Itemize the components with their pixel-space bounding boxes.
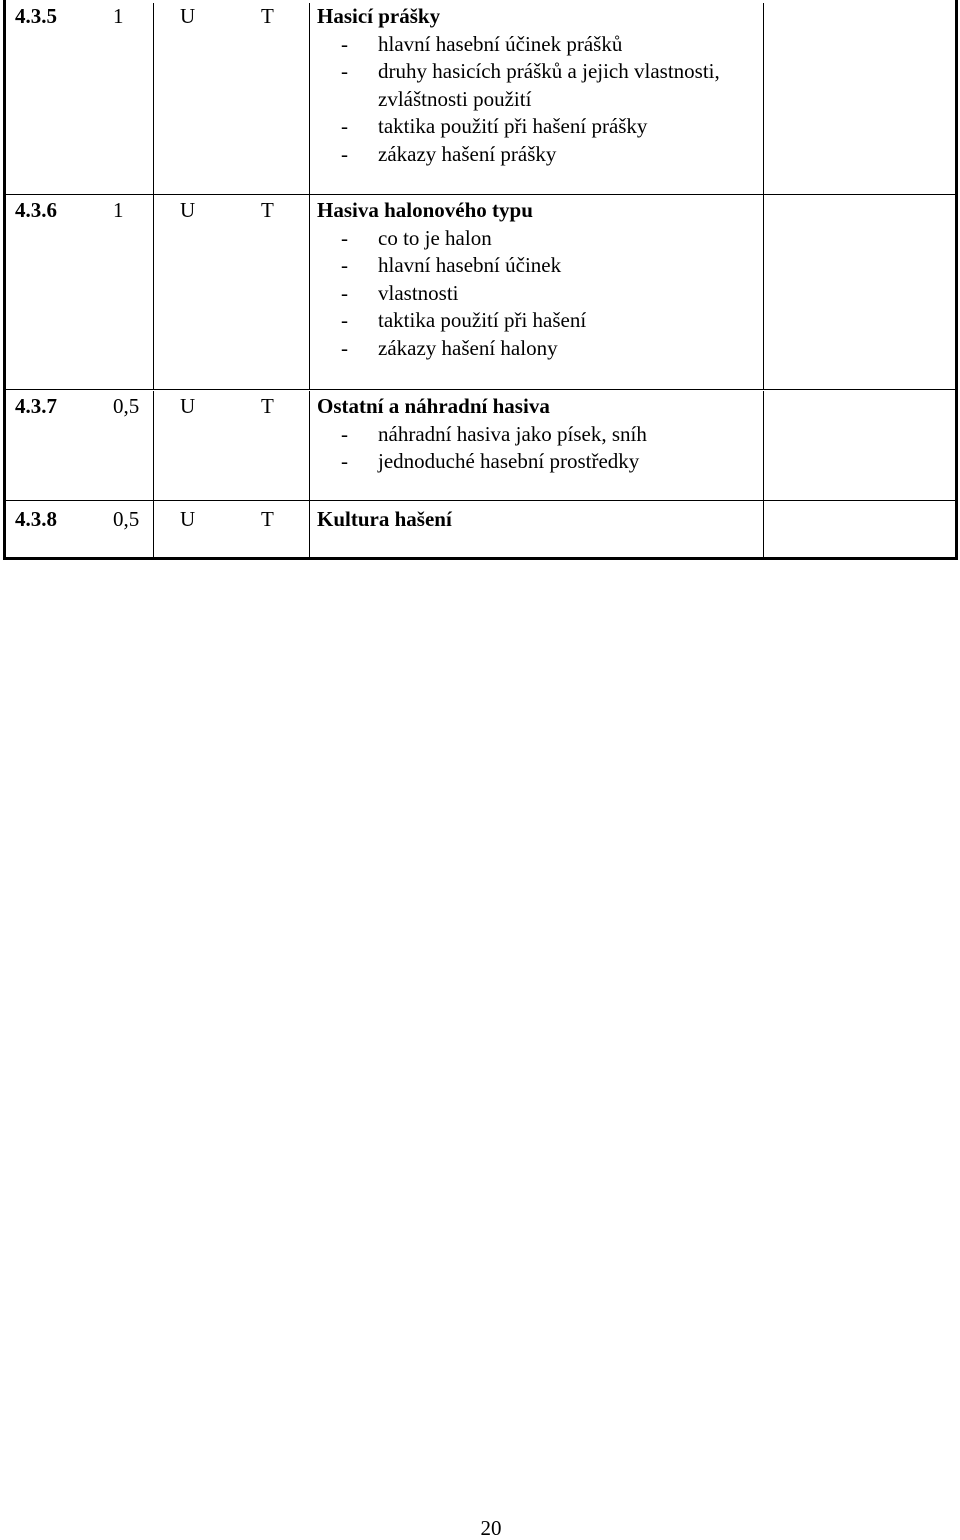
table-row bbox=[6, 195, 955, 390]
topic-u: U bbox=[180, 507, 196, 531]
list-item-text: co to je halon bbox=[378, 225, 492, 250]
topic-title: Hasiva halonového typu bbox=[317, 198, 533, 222]
list-item bbox=[317, 113, 763, 141]
topic-t: T bbox=[232, 195, 310, 389]
list-dash: - bbox=[341, 308, 348, 332]
topic-code: 4.3.5 bbox=[15, 4, 57, 28]
list-item-text: hlavní hasební účinek bbox=[378, 253, 562, 277]
list-item bbox=[317, 225, 763, 253]
topic-code: 4.3.6 bbox=[15, 198, 57, 222]
topic-code: 4.3.8 bbox=[15, 507, 57, 531]
empty-cell bbox=[764, 501, 955, 557]
list-dash: - bbox=[341, 421, 348, 446]
topic-u: U bbox=[180, 198, 196, 222]
list-item-text: taktika použití při hašení prášky bbox=[378, 114, 648, 138]
topic-u: U bbox=[180, 394, 196, 418]
topic-hours: 0,5 bbox=[101, 391, 154, 500]
topic-content bbox=[310, 195, 764, 389]
list-item bbox=[317, 448, 763, 476]
topic-hours: 1 bbox=[101, 195, 154, 389]
list-dash: - bbox=[341, 141, 348, 166]
list-item-text: zákazy hašení halony bbox=[378, 335, 558, 360]
topic-title: Ostatní a náhradní hasiva bbox=[317, 394, 550, 418]
list-item bbox=[317, 307, 763, 335]
topic-content bbox=[310, 391, 764, 500]
topic-hours: 0,5 bbox=[101, 501, 154, 557]
list-item bbox=[317, 58, 763, 113]
list-dash: - bbox=[341, 225, 348, 250]
list-item bbox=[317, 31, 763, 59]
list-dash: - bbox=[341, 280, 348, 305]
list-dash: - bbox=[341, 335, 348, 360]
list-item-text: zákazy hašení prášky bbox=[378, 141, 557, 166]
curriculum-table bbox=[3, 0, 958, 560]
list-dash: - bbox=[341, 253, 348, 277]
topic-t: T bbox=[232, 3, 310, 194]
empty-cell bbox=[764, 391, 955, 500]
list-item-text: vlastnosti bbox=[378, 280, 459, 305]
empty-cell bbox=[764, 195, 955, 389]
list-item-text: taktika použití při hašení bbox=[378, 308, 587, 332]
topic-title: Kultura hašení bbox=[317, 507, 452, 531]
list-dash: - bbox=[341, 449, 348, 473]
topic-content bbox=[310, 501, 764, 557]
list-item-text: jednoduché hasební prostředky bbox=[378, 449, 640, 473]
topic-hours: 1 bbox=[101, 3, 154, 194]
topic-code: 4.3.7 bbox=[15, 394, 57, 418]
topic-u: U bbox=[180, 4, 196, 28]
topic-t: T bbox=[232, 391, 310, 500]
list-item-text: hlavní hasební účinek prášků bbox=[378, 31, 623, 56]
table-row bbox=[6, 390, 955, 501]
topic-content bbox=[310, 3, 764, 194]
topic-t: T bbox=[232, 501, 310, 557]
list-dash: - bbox=[341, 59, 348, 83]
list-item bbox=[317, 141, 763, 169]
list-dash: - bbox=[341, 114, 348, 138]
list-dash: - bbox=[341, 31, 348, 56]
list-item bbox=[317, 280, 763, 308]
list-item bbox=[317, 252, 763, 280]
list-item-text: druhy hasicích prášků a jejich vlastnosti, zvláštnosti použití bbox=[378, 59, 720, 111]
topic-title: Hasicí prášky bbox=[317, 4, 441, 28]
table-row bbox=[6, 501, 955, 557]
list-item bbox=[317, 335, 763, 363]
page-number: 20 bbox=[480, 1516, 502, 1540]
list-item bbox=[317, 421, 763, 449]
list-item-text: náhradní hasiva jako písek, sníh bbox=[378, 421, 647, 446]
table-row bbox=[6, 0, 955, 195]
empty-cell bbox=[764, 3, 955, 194]
